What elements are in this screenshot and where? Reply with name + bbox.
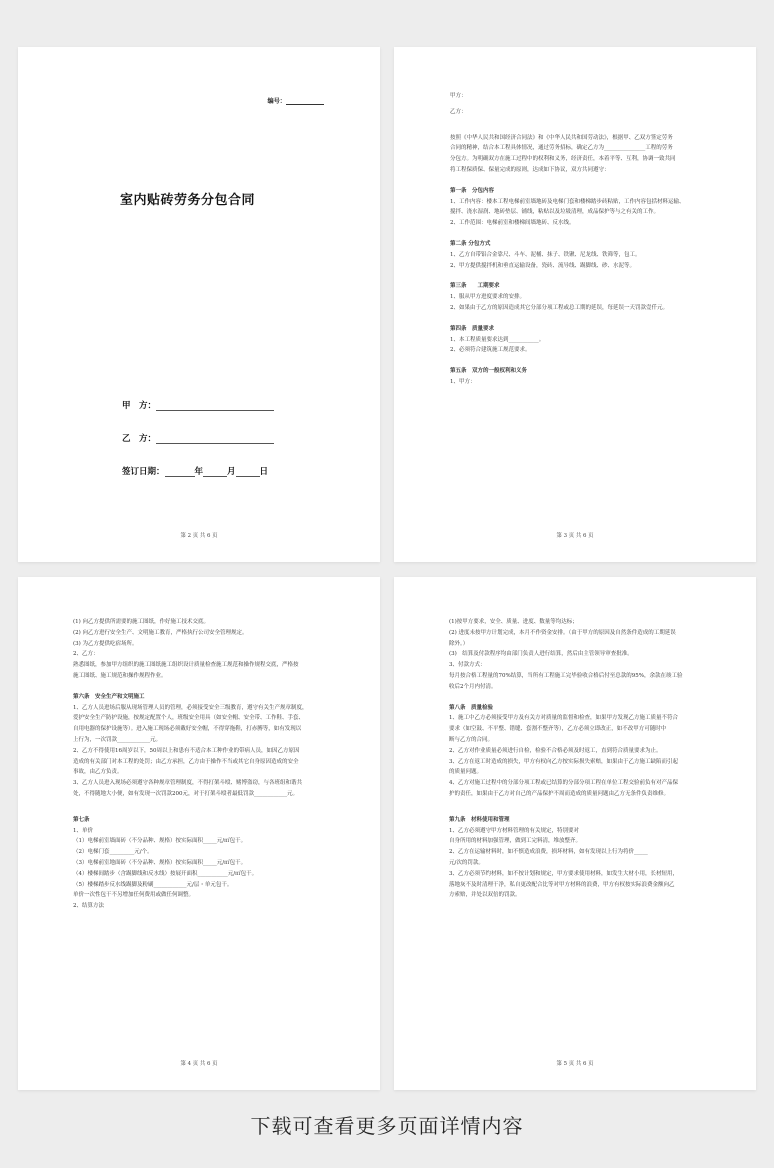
section-line: （2）电梯门套_________元/个。 — [73, 849, 153, 856]
section-line: 事故，由乙方负责。 — [73, 769, 123, 776]
section-line: 3、乙方必须节约材料，如不按计划和规定，甲方要求使用材料，如发生大材小用，长材短用， — [449, 870, 679, 877]
section-line: 3、乙方在返工时造成的损失，甲方有权向乙方按实际损失索赔，如果由于乙方施工缺陷而引起 — [449, 758, 679, 765]
section-heading: 第七条 — [73, 816, 90, 823]
sign-date-field — [122, 465, 268, 477]
section-line: 自身所用的材料加强管理，做到工完料清，堆放整齐。 — [449, 838, 582, 845]
section-line: 2、必须符合建筑施工规范要求。 — [450, 347, 531, 354]
serial-number — [267, 96, 324, 105]
party-b-label: 乙 方： — [122, 434, 157, 444]
section-line: 2、乙方不得使用16周岁以下，50周以上和患有不适合本工种作业的带病人员，如因乙方原因 — [73, 747, 300, 754]
year-label: 年 — [194, 467, 204, 477]
section-line: 1、乙方人员进场后服从现场管理人员的管理，必须接受安全三级教育，遵守有关生产规章制度， — [73, 704, 308, 711]
intro-line: 按照《中华人民共和国经济合同法》和《中华人民共和国劳动法》，根据甲、乙双方签定劳务 — [450, 134, 673, 141]
section-line: 1、甲方： — [450, 378, 476, 385]
intro-line: 分包方。为明确双方在施工过程中的权利和义务，经济责任，本着平等、互利，协调一致共同 — [450, 156, 676, 163]
intro-line: 合同的精神，结合本工程具体情况，通过劳务招标，确定乙方为_______________工程的劳务 — [450, 145, 673, 152]
section-line: 2、乙方对作业质量必须进行自检，检验不合格必须及时返工，直到符合质量要求为止。 — [449, 747, 662, 754]
section-line: 造成的有关部门对本工程的处罚；由乙方承担，乙方由于操作不当或其它自身原因造成的安全 — [73, 758, 299, 765]
section-line: 2、甲方提供搅拌机和垂直运输设备，瓷砖、流导线、踢脚线、砂、水泥等。 — [450, 262, 636, 269]
section-heading: 第九条 材料使用和管理 — [449, 816, 510, 823]
section-heading: 第三条 工期要求 — [450, 283, 500, 290]
section-line: 2、如果由于乙方的原因造成其它分部分项工程或总工期的延误，每延误一天罚款壹仟元。 — [450, 304, 669, 311]
section-line: 上行为，一次罚款____________元。 — [73, 736, 162, 743]
watermark — [139, 490, 156, 515]
section-line: 的质量问题。 — [449, 769, 483, 776]
body-line: (3) 为乙方提供吃宿场所。 — [73, 640, 138, 647]
contract-title: 室内贴砖劳务分包合同 — [120, 193, 256, 208]
section-heading: 第二条 分包方式 — [450, 240, 491, 247]
section-line: 2、乙方在运输材料时，如不慎造成浪费，损坏材料，如有发现以上行为将价_____ — [449, 849, 648, 856]
party-b-line: 乙方： — [450, 108, 467, 115]
section-line: 护的责任，如果由于乙方对自己的产品保护不周而造成的质量问题由乙方无条件负责维修。 — [449, 790, 670, 797]
section-line: 2、工作范围：电梯前室和楼梯间墙地砖、反水线。 — [450, 220, 575, 227]
page-2 — [18, 47, 380, 562]
section-line: 断与乙方的合同。 — [449, 736, 494, 743]
page-number: 第 4 页 共 6 页 — [180, 1061, 218, 1067]
month-label: 月 — [227, 467, 236, 477]
serial-label: 编号： — [267, 98, 286, 105]
page-4-body — [73, 617, 328, 912]
page-number: 第 5 页 共 6 页 — [556, 1061, 594, 1067]
day-line — [236, 468, 260, 477]
page-5-body — [449, 617, 704, 901]
intro-line: 将工程保质保、保量完成的原则，达成如下协议，双方共同遵守： — [450, 166, 610, 173]
body-line: 3、付款方式： — [449, 662, 486, 669]
body-line: 每月按合格工程量的70%结算，当所有工程施工完毕验收合格后付至总款的95%，余款在竣工验 — [449, 672, 683, 679]
year-line — [165, 468, 195, 477]
page-5 — [394, 577, 756, 1090]
section-line: 单价一次性包干不另增加任何费用或做任何调整。 — [73, 892, 195, 899]
section-heading: 第五条 双方的一般权利和义务 — [450, 368, 528, 375]
party-b-line — [156, 435, 274, 444]
section-heading: 第八条 质量检验 — [449, 704, 494, 711]
body-line: 熟悉图纸，参加甲方组织的施工图纸施工组织设计质量检查施工规范和操作规程交底，严格按 — [73, 662, 299, 669]
body-line: (3) 结算及付款程序均由部门负责人进行结算，然后由主管领导审查批准。 — [449, 651, 633, 658]
section-line: 3、乙方人员进入现场必须遵守各种规章管理制度，不得打架斗殴、赌博盗窃，与各班组和谐共 — [73, 780, 303, 787]
section-line: 1、施工中乙方必须接受甲方及有关方对质量的监督和检查，如果甲方发现乙方施工质量不符合 — [449, 715, 679, 722]
section-line: （3）电梯前室地面砖（不分品种、规格）按实际面积_____元/㎡包干。 — [73, 859, 247, 866]
section-line: 1、单价 — [73, 827, 93, 834]
party-a-field — [122, 399, 274, 411]
section-line: 方索赔，并处以双倍的罚款。 — [449, 892, 521, 899]
section-line: 1、乙方必须遵守甲方材料管理的有关规定，特别要对 — [449, 827, 580, 834]
page-number: 第 3 页 共 6 页 — [556, 533, 594, 539]
serial-line — [286, 98, 324, 105]
party-a-label: 甲 方： — [122, 401, 157, 411]
body-line: 收后2个月内付清。 — [449, 683, 497, 690]
page-number: 第 2 页 共 6 页 — [180, 533, 218, 539]
page-4 — [18, 577, 380, 1090]
section-line: 搅拌、浇水湿润、地砖垫层、铺线，粘贴以及垃圾清理，成品保护等与之有关的工作。 — [450, 209, 660, 216]
section-line: 4、乙方对施工过程中的分部分项工程或已结算的分部分项工程在单位工程交验前负有对产品保 — [449, 780, 679, 787]
body-line: 除外。） — [449, 640, 469, 647]
body-line: 2、乙方： — [73, 651, 99, 658]
section-heading: 第一条 分包内容 — [450, 187, 495, 194]
section-line: 要求（如空鼓、不平整、错缝、套割不整齐等），乙方必须立即改正，如不改甲方可随时中 — [449, 726, 667, 733]
section-heading: 第四条 质量要求 — [450, 325, 495, 332]
section-line: （5）楼梯踏步反水线踢脚及粉刷____________元/层・单元包干。 — [73, 881, 233, 888]
party-b-field — [122, 432, 274, 444]
party-a-line: 甲方： — [450, 93, 467, 99]
section-line: （4）楼梯间踏步（含踢脚线和反水线）按展开面积___________元/㎡包干。 — [73, 870, 258, 877]
section-line: 2、结算方法 — [73, 903, 104, 910]
section-line: 自用电器的保护设施等）。进入施工现场必须戴好安全帽，不得穿拖鞋，打赤膊等，如有发现以 — [73, 726, 302, 733]
party-a-line — [156, 402, 274, 411]
section-line: 1、服从甲方进度要求的安排。 — [450, 294, 526, 301]
month-line — [203, 468, 227, 477]
download-caption: 下载可查看更多页面详情内容 — [250, 1114, 524, 1138]
body-line: (1) 向乙方提供所需要的施工图纸，作好施工技术交底。 — [73, 619, 210, 625]
section-line: 元/次的罚款。 — [449, 859, 484, 866]
page-3 — [394, 47, 756, 562]
section-line: 1、工作内容：楼本工程电梯前室墙地砖及电梯门套和楼梯踏步砖粘贴，工作内容包括材料运输、 — [450, 198, 685, 205]
body-line: 施工图纸、施工规范和操作规程作业。 — [73, 672, 167, 679]
body-line: (2) 向乙方进行安全生产、文明施工教育，严格执行公司安全管理规定。 — [73, 629, 248, 636]
body-line: (1)按甲方要求，安全、质量、进度、数量等均达标； — [449, 619, 578, 625]
section-heading: 第六条 安全生产和文明施工 — [73, 693, 145, 700]
section-line: （1）电梯前室墙面砖（不分品种、规格）按实际面积_____元/㎡包干。 — [73, 838, 247, 845]
section-line: 1、乙方自带铝合金靠尺、斗车、泥桶、抹子、铁锹、尼龙线、铁筛等，包工。 — [450, 251, 641, 258]
day-label: 日 — [259, 467, 269, 477]
page-3-body — [450, 91, 705, 388]
section-line: 爱护安全生产防护设施，按规定配置个人，班级安全用具（如安全帽、安全带、工作鞋、手套、 — [73, 715, 305, 722]
body-line: (2) 进度未按甲方计划完成，本月不作资金安排。（由于甲方的原因及自然条件造成的工期延误 — [449, 629, 676, 636]
section-line: 1、本工程质量要求达到___________。 — [450, 336, 545, 343]
section-line: 落地灰不及时清理干净，私自更改配合比等对甲方材料的浪费，甲方有权按实际浪费金额向乙 — [449, 881, 675, 888]
section-line: 处，不得随地大小便，如有发现一次罚款200元，对于打架斗殴者最低罚款____________元。 — [73, 790, 299, 797]
sign-date-label: 签订日期： — [122, 467, 165, 477]
